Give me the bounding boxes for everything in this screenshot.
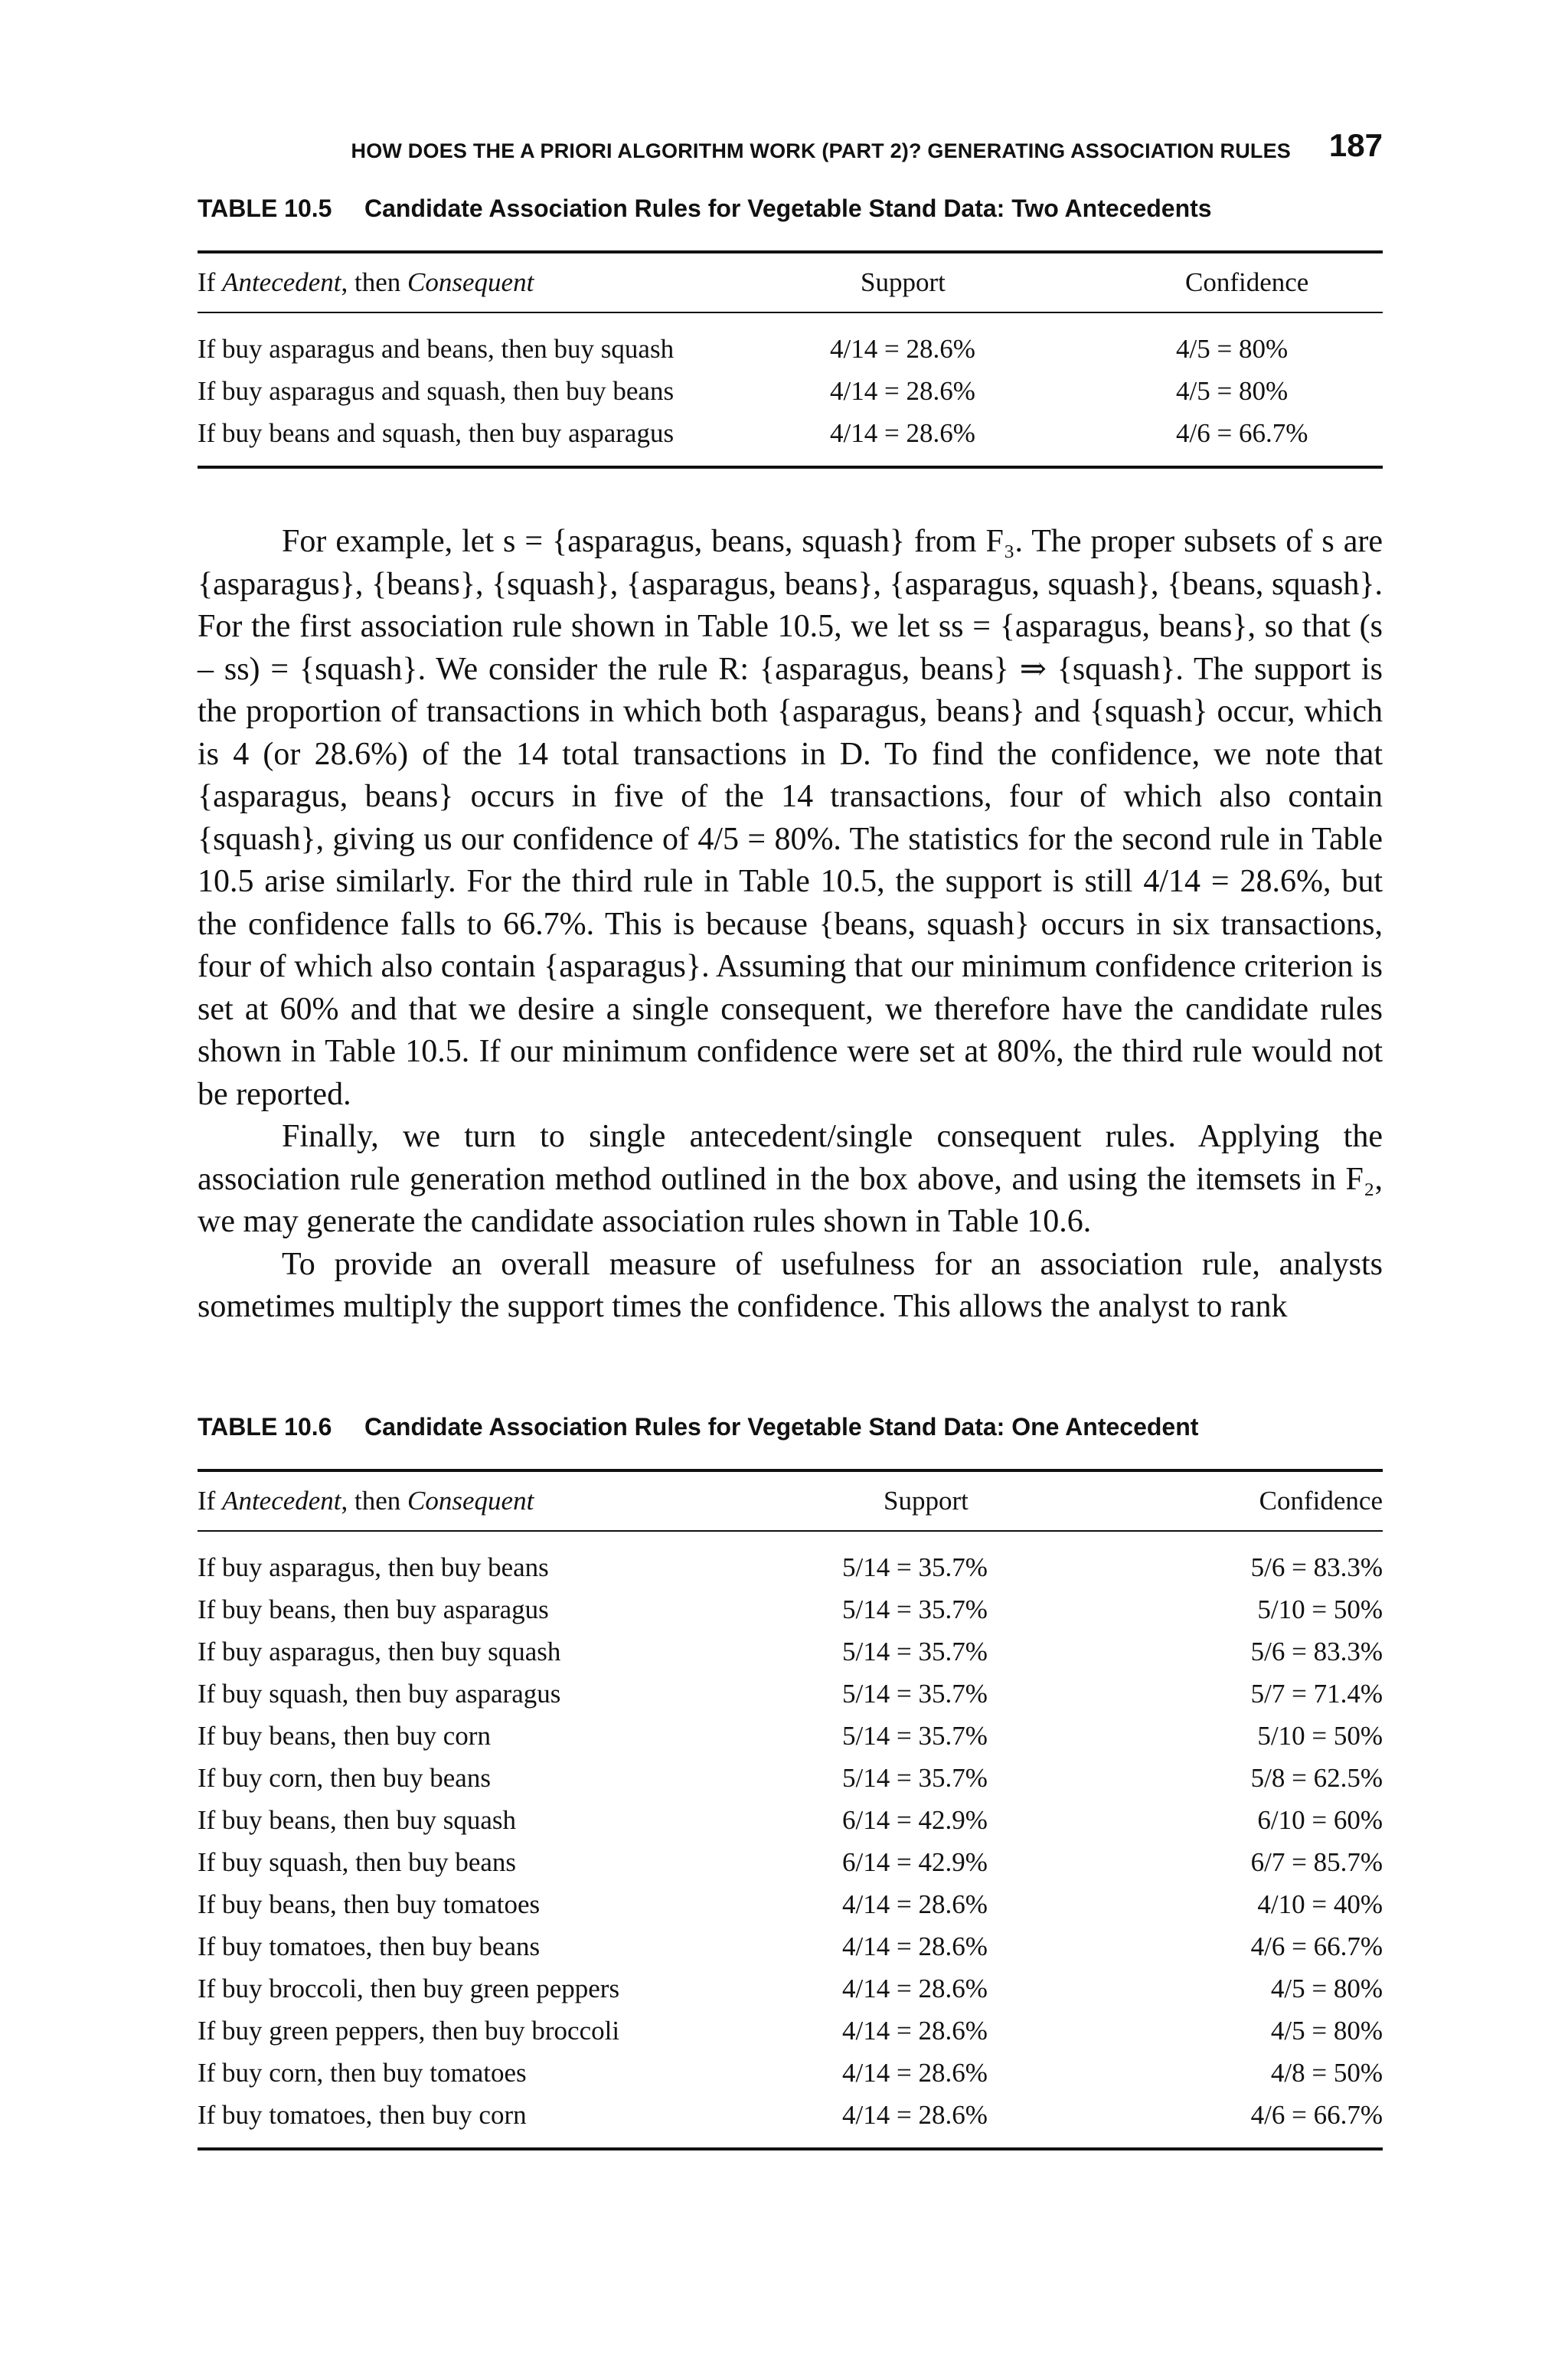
confidence-cell: 6/7 = 85.7% (1250, 1846, 1383, 1877)
rule-cell: If buy squash, then buy asparagus (198, 1678, 561, 1709)
table-row (198, 1799, 1383, 1841)
support-cell: 6/14 = 42.9% (842, 1846, 988, 1877)
confidence-column-header: Confidence (1230, 1470, 1383, 1531)
confidence-cell: 4/6 = 66.7% (1230, 2094, 1383, 2149)
confidence-cell: 5/6 = 83.3% (1250, 1552, 1383, 1582)
header-mid: , then (341, 267, 408, 297)
rule-cell: If buy tomatoes, then buy beans (198, 1931, 541, 1961)
support-cell: 4/14 = 28.6% (842, 1889, 988, 1919)
header-prefix: If (198, 267, 223, 297)
header-antecedent: Antecedent (222, 267, 341, 297)
page-number: 187 (1328, 127, 1383, 163)
table-row (198, 370, 1383, 412)
rule-cell: If buy corn, then buy tomatoes (198, 2057, 527, 2088)
rule-cell: If buy broccoli, then buy green peppers (198, 1973, 620, 2003)
rule-cell: If buy beans, then buy tomatoes (198, 1889, 541, 1919)
table-row (198, 1925, 1383, 1967)
table-row (198, 1531, 1383, 1588)
table-row (198, 1715, 1383, 1757)
table-row (198, 1967, 1383, 2010)
header-mid: , then (341, 1485, 408, 1516)
table-row (198, 312, 1383, 370)
support-column-header: Support (836, 1470, 1230, 1531)
header-consequent: Consequent (407, 267, 534, 297)
table-row (198, 2094, 1383, 2149)
support-column-header: Support (830, 252, 1176, 312)
support-cell: 4/14 = 28.6% (830, 412, 1176, 467)
rule-cell: If buy beans, then buy squash (198, 1804, 517, 1835)
support-cell: 5/14 = 35.7% (842, 1678, 988, 1709)
confidence-cell: 4/5 = 80% (1270, 1973, 1383, 2003)
confidence-cell: 4/5 = 80% (1270, 2015, 1383, 2046)
rule-cell: If buy beans, then buy asparagus (198, 1594, 549, 1624)
support-cell: 5/14 = 35.7% (842, 1552, 988, 1582)
confidence-cell: 5/8 = 62.5% (1250, 1762, 1383, 1793)
confidence-cell: 5/6 = 83.3% (1250, 1636, 1383, 1666)
table-10-5 (198, 250, 1383, 469)
support-cell: 6/14 = 42.9% (842, 1804, 988, 1835)
table-row (198, 1673, 1383, 1715)
support-cell: 4/14 = 28.6% (842, 1973, 988, 2003)
rule-cell: If buy asparagus, then buy beans (198, 1552, 549, 1582)
table-10-5-caption (198, 195, 1383, 223)
confidence-cell: 4/6 = 66.7% (1176, 412, 1383, 467)
confidence-column-header: Confidence (1176, 252, 1383, 312)
header-consequent: Consequent (407, 1485, 534, 1516)
confidence-cell: 4/10 = 40% (1257, 1889, 1383, 1919)
table-row (198, 2010, 1383, 2052)
header-prefix: If (198, 1485, 223, 1516)
confidence-cell: 4/8 = 50% (1270, 2057, 1383, 2088)
confidence-cell: 6/10 = 60% (1257, 1804, 1383, 1835)
rule-cell: If buy asparagus, then buy squash (198, 1636, 561, 1666)
support-cell: 5/14 = 35.7% (842, 1762, 988, 1793)
table-body (198, 312, 1383, 467)
support-cell: 4/14 = 28.6% (830, 376, 975, 406)
rule-cell: If buy asparagus and squash, then buy beans (198, 376, 675, 406)
confidence-cell: 5/10 = 50% (1257, 1594, 1383, 1624)
table-10-6-caption (198, 1413, 1383, 1441)
paragraph-1: For example, let s = {asparagus, beans, squash} from F₃. The proper subsets of s are {asparagus}, {beans}, {squash}, {asparagus, beans}, {asparagus, squash}, {beans, squash}. For the first association rule shown in Table 10.5, we let ss = {asparagus, beans}, so that (s – ss) = {squash}. We consider the rule R: {asparagus, beans} ⇒ {squash}. The support is the proportion of transactions in which both {asparagus, beans} and {squash} occur, which is 4 (or 28.6%) of the 14 total transactions in D. To find the confidence, we note that {asparagus, beans} occurs in five of the 14 transactions, four of which also contain {squash}, giving us our confidence of 4/5 = 80%. The statistics for the second rule in Table 10.5 arise similarly. For the third rule in Table 10.5, the support is still 4/14 = 28.6%, but the confidence falls to 66.7%. This is because {beans, squash} occurs in six transactions, four of which also contain {asparagus}. Assuming that our minimum confidence criterion is set at 60% and that we desire a single consequent, we therefore have the candidate rules shown in Table 10.5. If our minimum confidence were set at 80%, the third rule would not be reported. (198, 524, 1383, 1112)
table-row (198, 412, 1383, 467)
rule-column-header (198, 1470, 836, 1531)
confidence-cell: 5/7 = 71.4% (1250, 1678, 1383, 1709)
confidence-cell: 4/6 = 66.7% (1250, 1931, 1383, 1961)
support-cell: 5/14 = 35.7% (842, 1720, 988, 1751)
table-row (198, 1841, 1383, 1883)
table-title: Candidate Association Rules for Vegetable Stand Data: One Antecedent (364, 1412, 1199, 1441)
table-row (198, 1588, 1383, 1630)
table-number: TABLE 10.6 (198, 1412, 332, 1441)
running-head (198, 123, 1383, 172)
table-number: TABLE 10.5 (198, 195, 332, 222)
support-cell: 4/14 = 28.6% (842, 2015, 988, 2046)
rule-cell: If buy corn, then buy beans (198, 1762, 491, 1793)
table-10-6 (198, 1469, 1383, 2150)
header-antecedent: Antecedent (222, 1485, 341, 1516)
paragraph-3: To provide an overall measure of usefulness for an association rule, analysts sometimes multiply the support times the confidence. This allows the analyst to rank (198, 1246, 1383, 1324)
confidence-cell: 5/10 = 50% (1257, 1720, 1383, 1751)
body-text (198, 521, 1383, 1329)
support-cell: 4/14 = 28.6% (830, 334, 975, 364)
table-body (198, 1531, 1383, 2149)
confidence-cell: 4/5 = 80% (1176, 376, 1289, 406)
support-cell: 5/14 = 35.7% (842, 1594, 988, 1624)
rule-cell: If buy green peppers, then buy broccoli (198, 2015, 620, 2046)
support-cell: 4/14 = 28.6% (842, 1931, 988, 1961)
support-cell: 4/14 = 28.6% (842, 2057, 988, 2088)
rule-cell: If buy tomatoes, then buy corn (198, 2094, 836, 2149)
table-row (198, 2052, 1383, 2094)
table-row (198, 1757, 1383, 1799)
rule-cell: If buy beans, then buy corn (198, 1720, 491, 1751)
rule-column-header (198, 252, 830, 312)
table-row (198, 1630, 1383, 1673)
table-header-row (198, 252, 1383, 312)
rule-cell: If buy asparagus and beans, then buy squash (198, 334, 675, 364)
rule-cell: If buy squash, then buy beans (198, 1846, 517, 1877)
paragraph-2: Finally, we turn to single antecedent/single consequent rules. Applying the association rule generation method outlined in the box above, and using the itemsets in F₂, we may generate the candidate association rules shown in Table 10.6. (198, 1119, 1383, 1239)
confidence-cell: 4/5 = 80% (1176, 334, 1289, 364)
running-head-title: HOW DOES THE A PRIORI ALGORITHM WORK (PART 2)? GENERATING ASSOCIATION RULES (351, 139, 1291, 162)
rule-cell: If buy beans and squash, then buy asparagus (198, 412, 830, 467)
support-cell: 5/14 = 35.7% (842, 1636, 988, 1666)
table-title: Candidate Association Rules for Vegetable Stand Data: Two Antecedents (364, 195, 1212, 222)
support-cell: 4/14 = 28.6% (836, 2094, 1230, 2149)
table-row (198, 1883, 1383, 1925)
book-page (198, 123, 1383, 2150)
table-header-row (198, 1470, 1383, 1531)
